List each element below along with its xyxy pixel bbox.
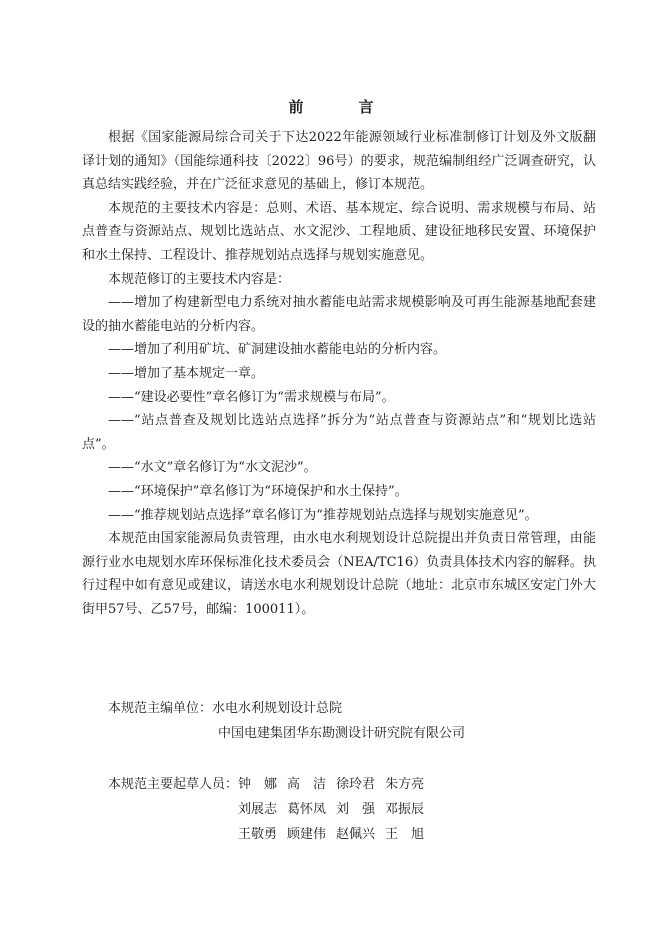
drafter-name: 王 旭 [385,827,425,842]
chief-units-section [82,696,596,746]
drafter-name: 刘展志 [238,802,278,817]
paragraph-revision-intro: 本规范修订的主要技术内容是： [108,271,291,287]
drafter-name: 高 洁 [287,777,327,792]
drafter-name: 顾建伟 [287,827,327,842]
chief-units-label: 本规范主编单位： [108,701,213,716]
revision-item: ——“环境保护”章名修订为“环境保护和水土保持”。 [108,483,408,499]
paragraph-basis: 根据《国家能源局综合司关于下达2022年能源领域行业标准制修订计划及外文版翻译计划的通知》（国能综通科技〔2022〕96号）的要求，规范编制组经广泛调查研究，认真总结实践经验，并在广泛征求意见的基础上，修订本规范。 [82,130,596,193]
drafter-name: 徐玲君 [336,777,376,792]
revision-item: ——增加了构建新型电力系统对抽水蓄能电站需求规模影响及可再生能源基地配套建设的抽水蓄能电站的分析内容。 [82,295,596,334]
revision-item: ——增加了基本规定一章。 [108,365,265,381]
revision-item: ——“站点普查及规划比选站点选择”拆分为“站点普查与资源站点”和“规划比选站点”。 [82,413,596,452]
page-title: 前 言 [288,98,394,116]
drafter-name: 邓振辰 [385,802,425,817]
drafters-section [82,772,596,847]
revision-item: ——增加了利用矿坑、矿洞建设抽水蓄能电站的分析内容。 [108,342,447,358]
foreword-body [82,126,596,621]
drafter-name: 刘 强 [336,802,376,817]
paragraph-management: 本规范由国家能源局负责管理，由水电水利规划设计总院提出并负责日常管理，由能源行业水电规划水库环保标准化技术委员会（NEA/TC16）负责具体技术内容的解释。执行过程中如有意见或建议，请送水电水利规划设计总院（地址：北京市东城区安定门外大街甲57号、乙57号，邮编：100011）。 [82,531,596,617]
drafter-name: 王敬勇 [238,827,278,842]
drafter-name: 葛怀凤 [287,802,327,817]
drafter-name: 朱方亮 [385,777,425,792]
chief-unit-primary: 水电水利规划设计总院 [212,701,343,716]
paragraph-main-content: 本规范的主要技术内容是：总则、术语、基本规定、综合说明、需求规模与布局、站点普查与资源站点、规划比选站点、水文泥沙、工程地质、建设征地移民安置、环境保护和水土保持、工程设计、推荐规划站点选择与规划实施意见。 [82,200,596,263]
revision-item: ——“建设必要性”章名修订为“需求规模与布局”。 [108,389,395,405]
drafter-name: 钟 娜 [238,777,278,792]
drafters-label: 本规范主要起草人员： [108,777,239,792]
revision-item: ——“水文”章名修订为“水文泥沙”。 [108,460,317,476]
chief-unit-secondary: 中国电建集团华东勘测设计研究院有限公司 [218,726,466,741]
revision-item: ——“推荐规划站点选择”章名修订为“推荐规划站点选择与规划实施意见”。 [108,507,538,523]
drafter-name: 赵佩兴 [336,827,376,842]
